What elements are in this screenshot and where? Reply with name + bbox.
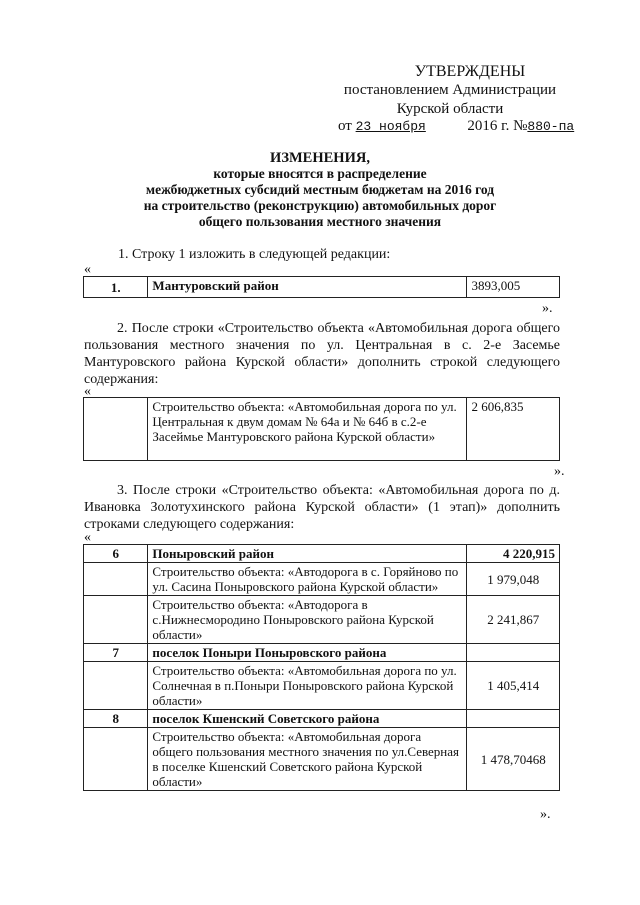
- row-name: Строительство объекта: «Автомобильная дорога общего пользования местного значения по ул.Северная в поселке Кшенский Советского района Курской области»: [148, 728, 467, 791]
- document-number: 880-па: [527, 119, 575, 134]
- row-number: [84, 398, 148, 461]
- table-row: [84, 728, 560, 791]
- row-number: [84, 563, 148, 596]
- title-line3: межбюджетных субсидий местным бюджетам на 2016 год: [145, 182, 495, 197]
- row-name: Строительство объекта: «Автодорога в с.Нижнесмородино Поныровского района Курской области»: [148, 596, 467, 644]
- row-name: Мантуровский район: [148, 277, 467, 298]
- row-value: 1 405,414: [467, 662, 560, 710]
- row-value: 3893,005: [467, 277, 560, 298]
- row-value: [467, 710, 560, 728]
- row-number: 7: [84, 644, 148, 662]
- table-row: [84, 710, 560, 728]
- row-number: [84, 596, 148, 644]
- row-number: 8: [84, 710, 148, 728]
- row-number: [84, 728, 148, 791]
- row-value: 1 979,048: [467, 563, 560, 596]
- table-row: [84, 545, 560, 563]
- table-row: [84, 644, 560, 662]
- table-row: [84, 596, 560, 644]
- section2-text: 2. После строки «Строительство объекта «Автомобильная дорога общего пользования местного значения по ул. Центральная в с. 2-е Засемье Мантуровского района Курской области» дополнить строкой следующего содержания:: [84, 321, 560, 387]
- title-line4: на строительство (реконструкцию) автомобильных дорог: [143, 198, 497, 213]
- table-row: [84, 398, 560, 461]
- section3-text: 3. После строки «Строительство объекта: «Автомобильная дорога по д. Ивановка Золотухинского района Курской области» (1 этап)» дополнить строками следующего содержания:: [84, 483, 560, 532]
- row-value: 2 606,835: [467, 398, 560, 461]
- approved-line2: Курской области: [396, 101, 504, 117]
- approved-heading: УТВЕРЖДЕНЫ: [414, 63, 526, 80]
- section2-open-quote: «: [84, 384, 91, 399]
- document-title: [100, 150, 540, 230]
- row-name: Строительство объекта: «Автодорога в с. Горяйново по ул. Сасина Поныровского района Курской области»: [148, 563, 467, 596]
- row-name: поселок Кшенский Советского района: [148, 710, 467, 728]
- section2-table: [83, 397, 560, 461]
- approved-line1: постановлением Администрации: [343, 82, 557, 98]
- row-number: 6: [84, 545, 148, 563]
- date-suffix: 2016 г. №: [467, 118, 528, 134]
- row-value: 4 220,915: [467, 545, 560, 563]
- row-name: поселок Поныри Поныровского района: [148, 644, 467, 662]
- approval-date-line: [338, 118, 574, 135]
- row-name: Строительство объекта: «Автомобильная дорога по ул. Центральная к двум домам № 64а и № 64б в с.2-е Засеймье Мантуровского района Курской области»: [148, 398, 467, 461]
- section2-close-quote: ».: [554, 464, 565, 479]
- date-prefix: от: [338, 118, 352, 134]
- row-name: Поныровский район: [148, 545, 467, 563]
- row-number: [84, 662, 148, 710]
- table-row: [84, 277, 560, 298]
- section3-close-quote: ».: [540, 807, 551, 822]
- title-line5: общего пользования местного значения: [198, 214, 442, 229]
- row-value: 1 478,70468: [467, 728, 560, 791]
- row-value: 2 241,867: [467, 596, 560, 644]
- title-line1: ИЗМЕНЕНИЯ,: [270, 150, 370, 166]
- date-handwritten: 23 ноября: [355, 119, 426, 134]
- title-line2: которые вносятся в распределение: [213, 166, 427, 181]
- section1-close-quote: ».: [542, 301, 553, 316]
- section1-open-quote: «: [84, 262, 91, 277]
- row-value: [467, 644, 560, 662]
- section3-open-quote: «: [84, 530, 91, 545]
- row-number: 1.: [84, 277, 148, 298]
- table-row: [84, 563, 560, 596]
- section3-table: [83, 544, 560, 791]
- section1-table: [83, 276, 560, 298]
- table-row: [84, 662, 560, 710]
- row-name: Строительство объекта: «Автомобильная дорога по ул. Солнечная в п.Поныри Поныровского района Курской области»: [148, 662, 467, 710]
- section1-text: 1. Строку 1 изложить в следующей редакции:: [118, 247, 391, 262]
